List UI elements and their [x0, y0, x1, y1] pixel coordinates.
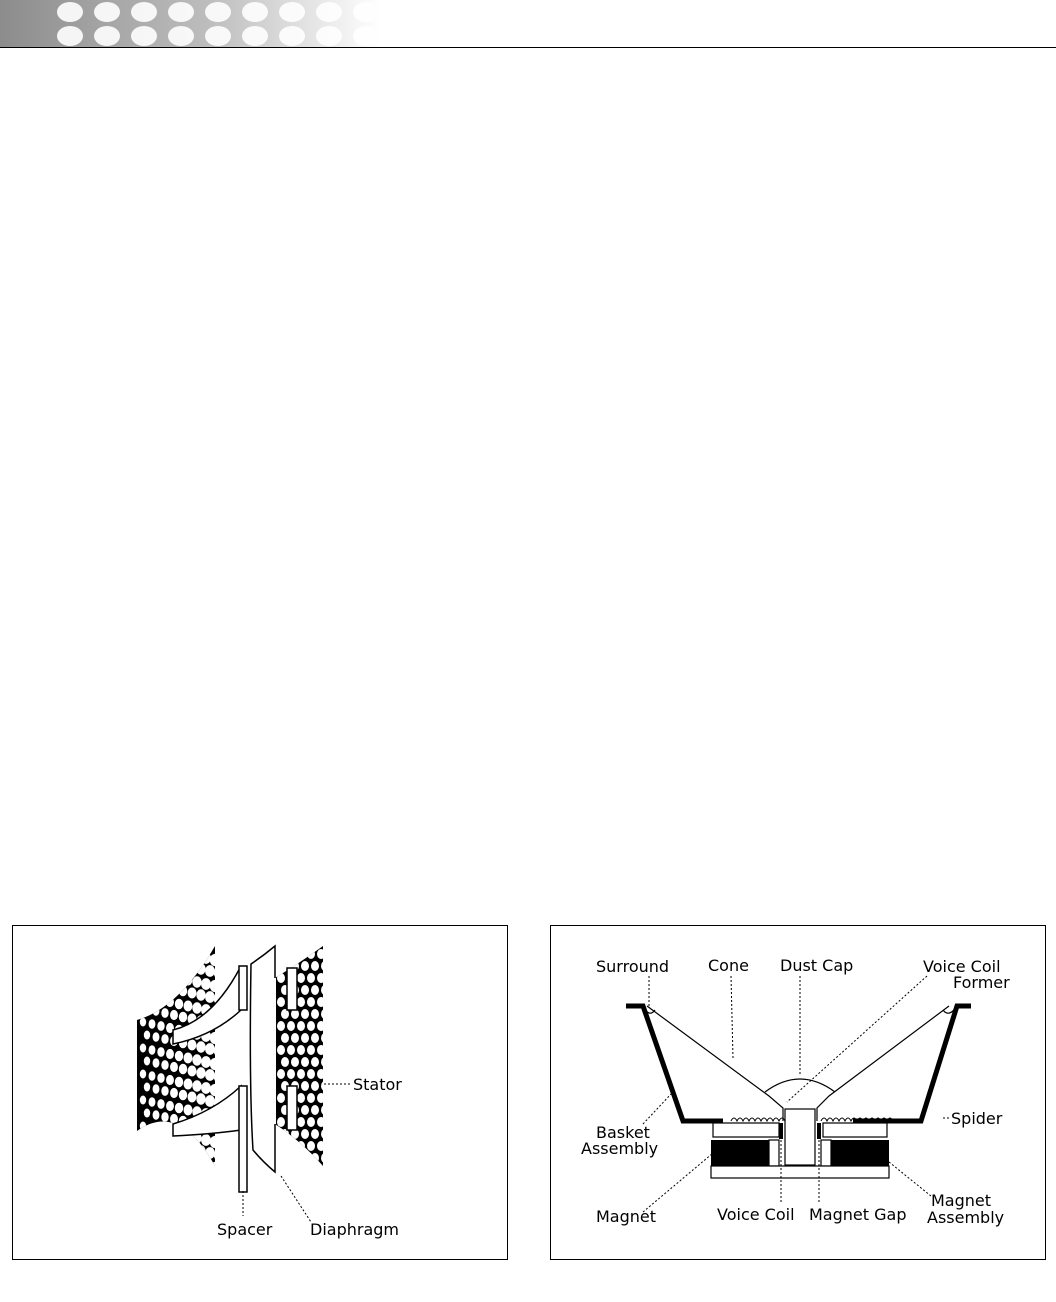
perforation-hole — [301, 985, 309, 995]
basket-assembly-label-line2: Assembly — [581, 1139, 659, 1158]
perforation-hole — [153, 1058, 160, 1067]
perforation-hole — [297, 997, 305, 1007]
perforation-hole — [311, 1009, 319, 1019]
perforation-hole — [161, 1086, 168, 1096]
perforation-hole — [311, 1105, 319, 1115]
perforation-hole — [201, 1082, 211, 1094]
perforation-hole — [149, 1097, 156, 1106]
perforation-hole — [153, 1162, 160, 1171]
perforation-hole — [301, 1129, 309, 1139]
perforation-hole — [311, 1129, 319, 1139]
perforation-hole — [166, 1101, 174, 1111]
perforation-hole — [311, 1081, 319, 1091]
perforation-hole — [184, 1157, 193, 1168]
perforation-hole — [179, 1012, 187, 1023]
diaphragm-label: Diaphragm — [310, 1220, 399, 1239]
perforation-hole — [144, 1031, 150, 1040]
perforation-hole — [140, 1148, 146, 1157]
perforation-hole — [57, 26, 83, 46]
perforation-hole — [153, 980, 160, 989]
cone-label: Cone — [708, 956, 749, 975]
magnet-assembly-label-line2: Assembly — [927, 1208, 1005, 1227]
perforation-hole — [188, 1170, 197, 1181]
perforation-hole — [161, 1008, 168, 1018]
perforation-hole — [307, 973, 315, 983]
perforation-hole — [277, 1117, 285, 1127]
perforation-hole — [149, 1123, 156, 1132]
perforation-hole — [196, 1041, 205, 1052]
perforation-hole — [242, 26, 268, 46]
perforation-hole — [287, 1021, 295, 1031]
perforation-hole — [205, 965, 215, 977]
perforation-hole — [166, 971, 174, 981]
perforation-hole — [307, 1021, 315, 1031]
perforation-hole — [210, 1136, 220, 1148]
perforation-hole — [157, 1047, 164, 1057]
perforation-hole — [140, 1122, 146, 1131]
header-rule — [0, 47, 1056, 48]
perforation-hole — [166, 1153, 174, 1163]
perforation-hole — [277, 973, 285, 983]
perforation-hole — [144, 979, 150, 988]
perforation-hole — [317, 997, 325, 1007]
perforation-hole — [179, 1090, 187, 1101]
perforation-hole — [277, 1045, 285, 1055]
perforation-hole — [307, 1069, 315, 1079]
perforation-hole — [281, 1057, 289, 1067]
perforation-hole — [166, 945, 174, 955]
perforation-hole — [201, 978, 211, 990]
perforation-hole — [157, 969, 164, 979]
perforation-hole — [317, 1117, 325, 1127]
perforation-hole — [311, 985, 319, 995]
perforation-hole — [184, 975, 193, 986]
perforation-hole — [210, 1084, 220, 1096]
magnet-assembly-label-line1: Magnet — [931, 1191, 992, 1210]
perforation-hole — [307, 1045, 315, 1055]
spacer-label: Spacer — [217, 1220, 273, 1239]
perforation-hole — [170, 1088, 178, 1098]
perforation-hole — [317, 1021, 325, 1031]
perforation-hole — [170, 958, 178, 968]
perforation-hole — [281, 1033, 289, 1043]
surround-label: Surround — [596, 957, 670, 976]
perforation-hole — [157, 1073, 164, 1083]
perforation-hole — [317, 1069, 325, 1079]
perforation-hole — [131, 2, 157, 22]
perforation-hole — [277, 997, 285, 1007]
perforation-hole — [188, 962, 197, 973]
perforation-hole — [149, 1071, 156, 1080]
perforation-hole — [157, 943, 164, 953]
perforation-hole — [157, 1021, 164, 1031]
perforation-hole — [287, 1141, 295, 1151]
dust-cap — [765, 1079, 835, 1092]
perforation-hole — [184, 1001, 193, 1012]
perforation-hole — [161, 956, 168, 966]
perforation-hole — [242, 2, 268, 22]
perforation-hole — [157, 1151, 164, 1161]
perforation-hole — [175, 947, 183, 958]
perforation-hole — [184, 1079, 193, 1090]
perforation-hole — [144, 1161, 150, 1170]
perforation-hole — [94, 26, 120, 46]
perforation-hole — [311, 1153, 319, 1163]
perforation-hole — [179, 986, 187, 997]
perforation-hole — [175, 999, 183, 1010]
perforation-hole — [210, 1032, 220, 1044]
perforation-hole — [214, 1175, 224, 1187]
perforation-hole — [196, 963, 205, 974]
perforation-hole — [57, 2, 83, 22]
perforation-hole — [321, 1057, 329, 1067]
perforation-hole — [214, 1149, 224, 1161]
perforation-hole — [196, 1171, 205, 1182]
perforation-hole — [287, 1069, 295, 1079]
perforation-hole — [214, 1071, 224, 1083]
perforation-hole — [170, 1010, 178, 1020]
basket-frame — [626, 1006, 971, 1121]
perforation-hole — [297, 1117, 305, 1127]
perforation-hole — [210, 954, 220, 966]
perforation-hole — [307, 997, 315, 1007]
perforation-hole — [279, 26, 305, 46]
perforation-hole — [214, 1045, 224, 1057]
perforation-hole — [301, 1057, 309, 1067]
perforation-hole — [144, 1135, 150, 1144]
perforation-hole — [188, 1092, 197, 1103]
perforation-hole — [321, 961, 329, 971]
perforation-hole — [307, 949, 315, 959]
front-stator-panel — [275, 946, 329, 1166]
perforation-hole — [153, 954, 160, 963]
perforation-hole — [205, 991, 215, 1003]
dust-cap-label: Dust Cap — [780, 956, 854, 975]
perforation-hole — [311, 1057, 319, 1067]
perforation-hole — [277, 1093, 285, 1103]
perforation-hole — [214, 967, 224, 979]
perforation-hole — [140, 992, 146, 1001]
perforation-hole — [188, 1040, 197, 1051]
perforation-hole — [353, 26, 379, 46]
perforation-hole — [184, 1105, 193, 1116]
perforation-hole — [277, 1069, 285, 1079]
perforation-hole — [205, 1173, 215, 1185]
perforation-hole — [210, 980, 220, 992]
perforation-hole — [188, 1066, 197, 1077]
perforation-hole — [170, 1140, 178, 1150]
perforation-hole — [170, 1062, 178, 1072]
perforation-hole — [287, 1045, 295, 1055]
perforation-hole — [277, 949, 285, 959]
perforation-hole — [161, 1060, 168, 1070]
perforation-hole — [321, 1105, 329, 1115]
perforation-hole — [307, 1093, 315, 1103]
voice-coil-label: Voice Coil — [717, 1205, 795, 1224]
perforation-hole — [94, 2, 120, 22]
perforation-hole — [188, 988, 197, 999]
perforation-hole — [144, 1083, 150, 1092]
perforation-hole — [201, 1160, 211, 1172]
perforation-hole — [301, 1153, 309, 1163]
perforation-hole — [192, 1054, 201, 1065]
voice-coil-former-label-line2: Former — [953, 973, 1010, 992]
perforation-hole — [175, 1155, 183, 1166]
perforation-hole — [144, 953, 150, 962]
perforation-hole — [140, 966, 146, 975]
perforation-hole — [170, 984, 178, 994]
perforation-hole — [175, 973, 183, 984]
perforation-hole — [301, 1009, 309, 1019]
perforation-hole — [297, 1021, 305, 1031]
perforation-hole — [184, 949, 193, 960]
perforation-hole — [321, 1033, 329, 1043]
perforation-hole — [192, 976, 201, 987]
voice-coil-former-label-line1: Voice Coil — [923, 957, 1001, 976]
perforation-hole — [161, 1138, 168, 1148]
perforation-hole — [301, 1105, 309, 1115]
perforation-hole — [153, 1084, 160, 1093]
perforation-hole — [170, 1166, 178, 1176]
perforation-hole — [175, 1103, 183, 1114]
cone-outline — [647, 1006, 949, 1121]
perforation-hole — [140, 1070, 146, 1079]
perforation-hole — [277, 1141, 285, 1151]
perforation-hole — [153, 1110, 160, 1119]
perforation-hole — [353, 2, 379, 22]
perforation-hole — [297, 1141, 305, 1151]
perforation-hole — [161, 1034, 168, 1044]
perforation-hole — [149, 1149, 156, 1158]
perforation-hole — [205, 1095, 215, 1107]
perforation-hole — [316, 26, 342, 46]
perforation-hole — [175, 1051, 183, 1062]
perforation-hole — [192, 1080, 201, 1091]
perforation-hole — [316, 2, 342, 22]
magnet-label: Magnet — [596, 1207, 657, 1226]
perforation-hole — [184, 1053, 193, 1064]
perforation-hole — [301, 1081, 309, 1091]
perforation-hole — [205, 26, 231, 46]
perforation-hole — [196, 1093, 205, 1104]
perforation-hole — [205, 1069, 215, 1081]
perforation-hole — [153, 1032, 160, 1041]
perforation-hole — [279, 2, 305, 22]
spider-left — [731, 1118, 785, 1121]
perforation-hole — [196, 1067, 205, 1078]
perforation-hole — [210, 1058, 220, 1070]
perforation-hole — [297, 949, 305, 959]
voice-coil-former — [785, 1109, 815, 1165]
perforation-hole — [161, 1164, 168, 1174]
perforation-hole — [321, 1129, 329, 1139]
perforation-hole — [297, 1093, 305, 1103]
perforation-hole — [168, 2, 194, 22]
perforation-hole — [301, 1033, 309, 1043]
perforation-hole — [201, 1056, 211, 1068]
perforation-hole — [144, 1005, 150, 1014]
perforation-hole — [205, 1043, 215, 1055]
perforation-hole — [205, 1147, 215, 1159]
perforation-hole — [131, 26, 157, 46]
perforation-hole — [201, 1134, 211, 1146]
header-band — [0, 0, 1056, 48]
perforation-hole — [196, 989, 205, 1000]
perforation-hole — [321, 985, 329, 995]
magnet-gap-label: Magnet Gap — [809, 1205, 907, 1224]
perforation-hole — [149, 941, 156, 950]
back-stator-panel — [137, 940, 224, 1188]
perforation-hole — [196, 1145, 205, 1156]
perforation-hole — [291, 1153, 299, 1163]
perforation-hole — [201, 952, 211, 964]
perforation-hole — [179, 960, 187, 971]
perforation-hole — [149, 967, 156, 976]
perforation-hole — [157, 1125, 164, 1135]
perforation-hole — [149, 1019, 156, 1028]
perforation-hole — [157, 1099, 164, 1109]
perforation-hole — [317, 973, 325, 983]
perforation-hole — [144, 1109, 150, 1118]
perforation-hole — [153, 1006, 160, 1015]
perforation-hole — [307, 1141, 315, 1151]
perforation-hole — [301, 961, 309, 971]
perforation-hole — [311, 961, 319, 971]
perforation-hole — [321, 1153, 329, 1163]
stator-label: Stator — [353, 1075, 402, 1094]
perforation-hole — [307, 1117, 315, 1127]
perforation-hole — [291, 1057, 299, 1067]
perforation-hole — [140, 1018, 146, 1027]
diaphragm-sheet — [250, 946, 275, 1172]
perforation-hole — [149, 993, 156, 1002]
perforation-hole — [205, 2, 231, 22]
perforation-hole — [179, 1168, 187, 1179]
dynamic-speaker-figure — [550, 925, 1046, 1260]
perforation-hole — [297, 1069, 305, 1079]
magnet-assembly-backplate — [711, 1166, 889, 1178]
perforation-hole — [192, 1002, 201, 1013]
perforation-hole — [179, 1064, 187, 1075]
perforation-hole — [317, 1093, 325, 1103]
basket-assembly-label-line1: Basket — [596, 1123, 650, 1142]
perforation-hole — [291, 1033, 299, 1043]
spider-label: Spider — [951, 1109, 1003, 1128]
perforation-hole — [140, 940, 146, 949]
perforation-hole — [188, 1144, 197, 1155]
perforation-hole — [157, 995, 164, 1005]
perforation-hole — [166, 1049, 174, 1059]
perforation-hole — [277, 1021, 285, 1031]
perforation-hole — [166, 997, 174, 1007]
perforation-hole — [321, 1081, 329, 1091]
perforation-hole — [149, 1045, 156, 1054]
perforation-hole — [153, 1136, 160, 1145]
perforation-hole — [192, 1158, 201, 1169]
perforated-dots-band-icon — [0, 0, 1056, 48]
perforation-hole — [179, 1142, 187, 1153]
perforation-hole — [281, 1153, 289, 1163]
perforation-hole — [140, 1044, 146, 1053]
perforation-hole — [161, 1112, 168, 1122]
perforation-hole — [175, 1077, 183, 1088]
perforation-hole — [317, 949, 325, 959]
perforation-hole — [210, 1162, 220, 1174]
perforation-hole — [161, 982, 168, 992]
perforation-hole — [297, 1045, 305, 1055]
perforation-hole — [321, 1009, 329, 1019]
perforation-hole — [192, 950, 201, 961]
perforation-hole — [311, 1033, 319, 1043]
perforation-hole — [317, 1045, 325, 1055]
perforation-hole — [140, 1096, 146, 1105]
perforation-hole — [166, 1075, 174, 1085]
perforation-hole — [168, 26, 194, 46]
perforation-hole — [317, 1141, 325, 1151]
perforation-hole — [297, 973, 305, 983]
perforation-hole — [144, 1057, 150, 1066]
perforation-hole — [287, 949, 295, 959]
electrostatic-speaker-figure — [12, 925, 508, 1260]
